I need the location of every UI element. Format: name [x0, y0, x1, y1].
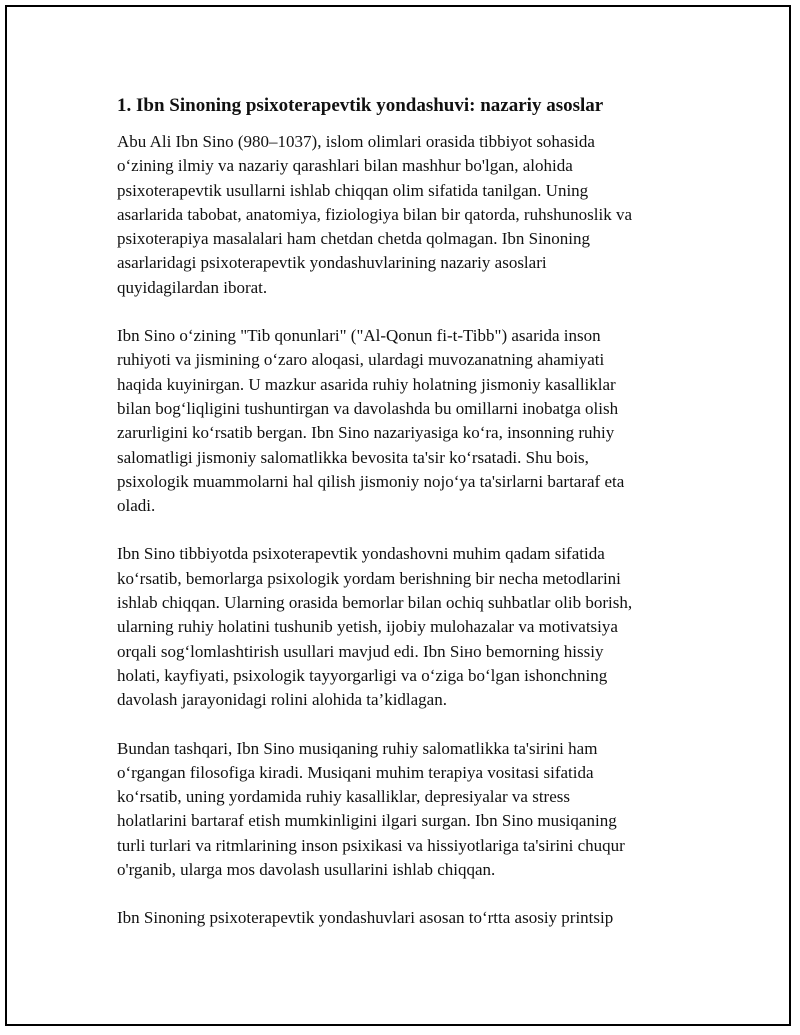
text-line: orqali sog‘lomlashtirish usullari mavjud edi. Ibn Siнo bemorning hissiy [117, 641, 604, 661]
text-line: haqida kuyinirgan. U mazkur asarida ruhiy holatning jismoniy kasalliklar [117, 374, 616, 394]
text-line: psixoterapiya masalalari ham chetdan chetda qolmagan. Ibn Sinoning [117, 229, 591, 249]
text-line: turli turlari va ritmlarining inson psixikasi va hissiyotlariga ta'sirini chuqur [117, 835, 625, 855]
text-line: salomatligi jismoniy salomatlikka bevosita ta'sir ko‘rsatadi. Shu bois, [117, 447, 589, 467]
document-body [117, 94, 677, 955]
text-line: oladi. [117, 496, 156, 516]
text-line: psixoterapevtik usullarni ishlab chiqqan olim sifatida tanilgan. Uning [117, 180, 589, 200]
text-line: asarlarida tabobat, anatomiya, fiziologiya bilan bir qatorda, ruhshunoslik va [117, 204, 633, 224]
text-line: Ibn Sino o‘zining "Tib qonunlari" ("Al-Qonun fi-t-Tibb") asarida inson [117, 326, 601, 346]
text-line: ishlab chiqqan. Ularning orasida bemorlar bilan ochiq suhbatlar olib borish, [117, 593, 633, 613]
text-line: asarlaridagi psixoterapevtik yondashuvlarining nazariy asoslari [117, 253, 547, 273]
text-line: psixologik muammolarni hal qilish jismoniy nojo‘ya ta'sirlarni bartaraf eta [117, 471, 625, 491]
text-line: bilan bog‘liqligini tushuntirgan va davolashda bu omillarni inobatga olish [117, 398, 619, 418]
text-line: ruhiyoti va jismining o‘zaro aloqasi, ulardagi muvozanatning ahamiyati [117, 350, 605, 370]
text-line: Ibn Sinoning psixoterapevtik yondashuvlari asosan to‘rtta asosiy printsip [117, 908, 614, 928]
text-line: ko‘rsatib, uning yordamida ruhiy kasalliklar, depresiyalar va stress [117, 787, 570, 807]
text-line: davolash jarayonidagi rolini alohida ta’kidlagan. [117, 690, 447, 710]
paragraph-2 [117, 324, 677, 518]
text-line: ularning ruhiy holatini tushunib yetish, ijobiy mulohazalar va motivatsiya [117, 617, 618, 637]
text-line: o'rganib, ularga mos davolash usullarini ishlab chiqqan. [117, 860, 496, 880]
text-line: holati, kayfiyati, psixologik tayyorgarligi va o‘ziga bo‘lgan ishonchning [117, 665, 608, 685]
paragraph-5 [117, 906, 677, 930]
paragraph-1 [117, 130, 677, 300]
section-heading: 1. Ibn Sinoning psixoterapevtik yondashuvi: nazariy asoslar [117, 95, 604, 116]
text-line: Ibn Sino tibbiyotda psixoterapevtik yondashovni muhim qadam sifatida [117, 544, 605, 564]
paragraph-3 [117, 542, 677, 712]
text-line: Abu Ali Ibn Sino (980–1037), islom olimlari orasida tibbiyot sohasida [117, 132, 595, 151]
text-line: holatlarini bartaraf etish mumkinligini ilgari surgan. Ibn Sino musiqaning [117, 811, 617, 831]
text-line: quyidagilardan iborat. [117, 277, 268, 297]
text-line: o‘zining ilmiy va nazariy qarashlari bilan mashhur bo'lgan, alohida [117, 156, 573, 176]
text-line: ko‘rsatib, bemorlarga psixologik yordam berishning bir necha metodlarini [117, 568, 621, 588]
text-line: zarurligini ko‘rsatib bergan. Ibn Sino nazariyasiga ko‘ra, insonning ruhiy [117, 423, 615, 443]
text-line: o‘rgangan filosofiga kiradi. Musiqani muhim terapiya vositasi sifatida [117, 762, 594, 782]
paragraph-4 [117, 737, 677, 883]
text-line: Bundan tashqari, Ibn Sino musiqaning ruhiy salomatlikka ta'sirini ham [117, 738, 598, 758]
